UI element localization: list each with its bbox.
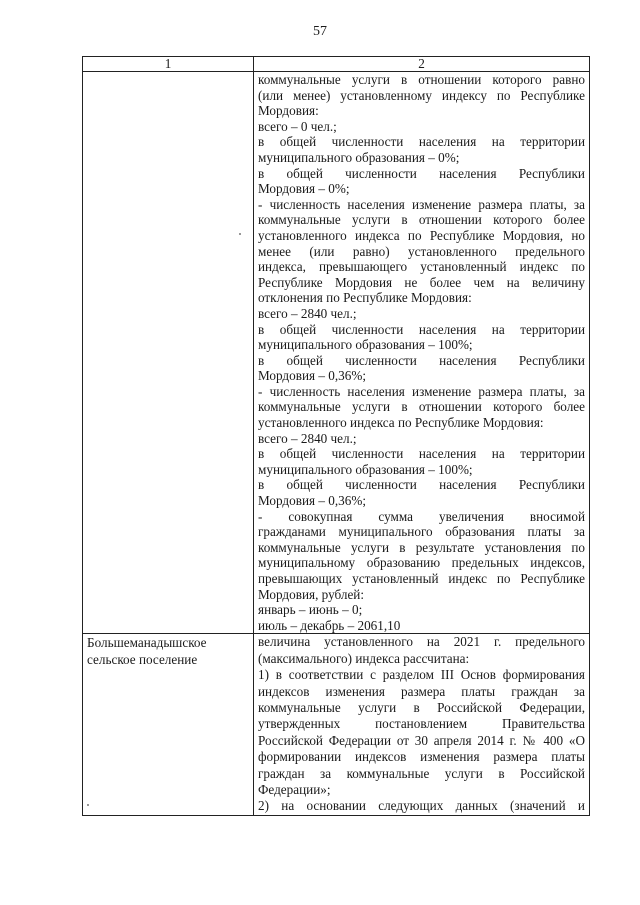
text-line: 1) в соответствии с разделом III Основ формирования — [258, 667, 585, 683]
text-line: (или менее) установленному индексу по Республике — [258, 87, 585, 103]
municipality-cell: Большеманадышское сельское поселение — [83, 634, 254, 815]
text-line: в общей численности населения на территории — [258, 134, 585, 150]
text-line: июль – декабрь – 2061,10 — [258, 617, 401, 633]
text-line: Мордовия – 0,36%; — [258, 368, 366, 384]
text-line: - совокупная сумма увеличения вносимой — [258, 508, 585, 524]
text-line: величина установленного на 2021 г. предельного — [258, 634, 585, 650]
text-line: коммунальные услуги в результате установления по — [258, 539, 585, 555]
text-line: - численность населения изменение размера платы, за — [258, 196, 585, 212]
text-line: в общей численности населения на территории — [258, 446, 585, 462]
text-line: коммунальные услуги в Российской Федерации, — [258, 700, 585, 715]
table-row — [83, 72, 590, 634]
scan-speck — [239, 233, 241, 235]
text-line: в общей численности населения Республики — [258, 477, 585, 493]
table-row — [83, 634, 590, 815]
table-header-row — [83, 57, 590, 72]
text-line: установленного индекса по Республике Мордовия: — [258, 415, 544, 431]
text-line: в общей численности населения Республики — [258, 352, 585, 368]
text-line: установленного индекса по Республике Мордовия, но — [258, 227, 585, 243]
text-line: январь – июнь – 0; — [258, 602, 363, 618]
text-line: в общей численности населения Республики — [258, 165, 585, 181]
text-line: Мордовия – 0,36%; — [258, 493, 366, 509]
text-line: Мордовия, рублей: — [258, 586, 365, 602]
text-line: коммунальные услуги в отношении которого равно — [258, 72, 585, 87]
document-table — [82, 56, 590, 816]
text-line: 2) на основании следующих данных (значений и — [258, 798, 585, 814]
text-line: всего – 0 чел.; — [258, 118, 337, 134]
municipality-cell — [83, 72, 254, 634]
text-line: формировании индексов изменения размера платы — [258, 749, 585, 765]
text-line: гражданами муниципального образования платы за — [258, 524, 585, 540]
text-line: всего – 2840 чел.; — [258, 305, 357, 321]
column-header-2: 2 — [254, 57, 590, 72]
text-line: граждан за коммунальные услуги в Российской — [258, 765, 585, 781]
scan-speck — [87, 804, 89, 806]
text-line: индексов изменения размера платы граждан за — [258, 683, 585, 699]
text-line: Федерации»; — [258, 782, 331, 798]
text-line: превышающих установленный индекс по Республике — [258, 571, 585, 586]
text-line: муниципального образования – 100%; — [258, 337, 473, 353]
text-line: отклонения по Республике Мордовия: — [258, 290, 472, 306]
description-cell — [254, 634, 590, 815]
column-header-1: 1 — [83, 57, 254, 72]
text-line: индекса, превышающего установленный индекс по — [258, 259, 585, 275]
text-line: Республике Мордовия не более чем на величину — [258, 274, 585, 290]
text-line: (максимального) индекса рассчитана: — [258, 650, 470, 666]
text-line: муниципальному образованию предельных индексов, — [258, 555, 585, 571]
text-line: муниципального образования – 100%; — [258, 461, 473, 477]
page-number: 57 — [313, 24, 327, 39]
text-line: менее (или равно) установленного предельного — [258, 243, 585, 259]
text-line: Мордовия – 0%; — [258, 181, 350, 197]
text-line: коммунальные услуги в отношении которого более — [258, 399, 585, 415]
text-line: утвержденных постановлением Правительства — [258, 716, 585, 732]
description-cell — [254, 72, 590, 634]
text-line: в общей численности населения на территории — [258, 321, 585, 337]
text-line: - численность населения изменение размера платы, за — [258, 383, 585, 399]
text-line: всего – 2840 чел.; — [258, 430, 357, 446]
text-line: муниципального образования – 0%; — [258, 149, 460, 165]
text-line: Мордовия: — [258, 103, 319, 119]
text-line: Российской Федерации от 30 апреля 2014 г. № 400 «О — [258, 732, 585, 748]
text-line: коммунальные услуги в отношении которого более — [258, 212, 585, 228]
